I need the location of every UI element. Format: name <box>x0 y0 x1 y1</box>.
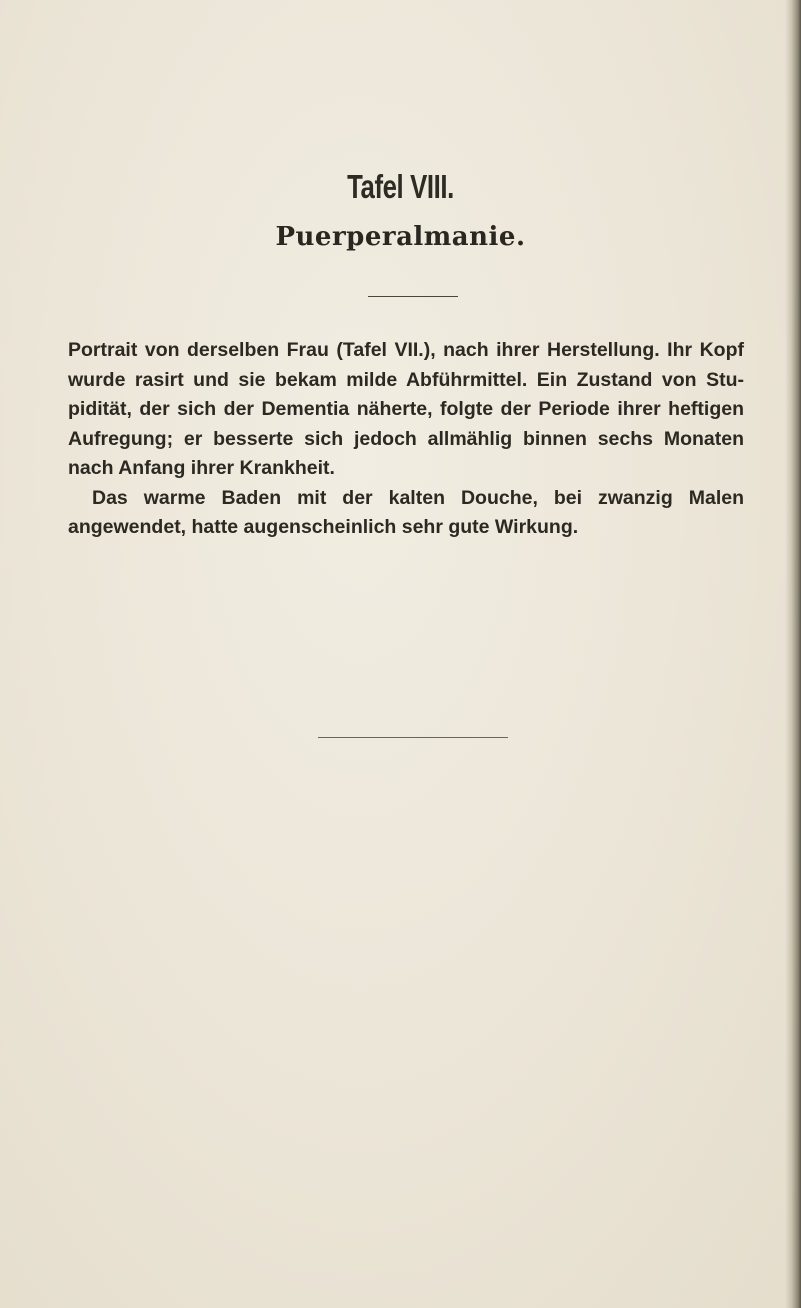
body-text <box>68 336 744 543</box>
paragraph-2: Das warme Baden mit der kalten Douche, bei zwanzig Malen angewendet, hatte augenscheinlich sehr gute Wirkung. <box>68 486 744 538</box>
plate-title: Puerperalmanie. <box>275 222 526 252</box>
top-divider <box>368 296 458 297</box>
plate-label: Tafel VIII. <box>347 168 454 205</box>
bottom-divider <box>318 737 508 738</box>
binding-edge <box>785 0 801 1308</box>
paragraph-1: Portrait von derselben Frau (Tafel VII.), nach ihrer Herstellung. Ihr Kopf wurde rasirt und sie bekam milde Abführmittel. Ein Zustand von Stupidität, der sich der Dementia näherte, folgte der Periode ihrer heftigen Aufregung; er besserte sich jedoch allmählig binnen sechs Monaten nach Anfang ihrer Krankheit. <box>68 339 744 479</box>
